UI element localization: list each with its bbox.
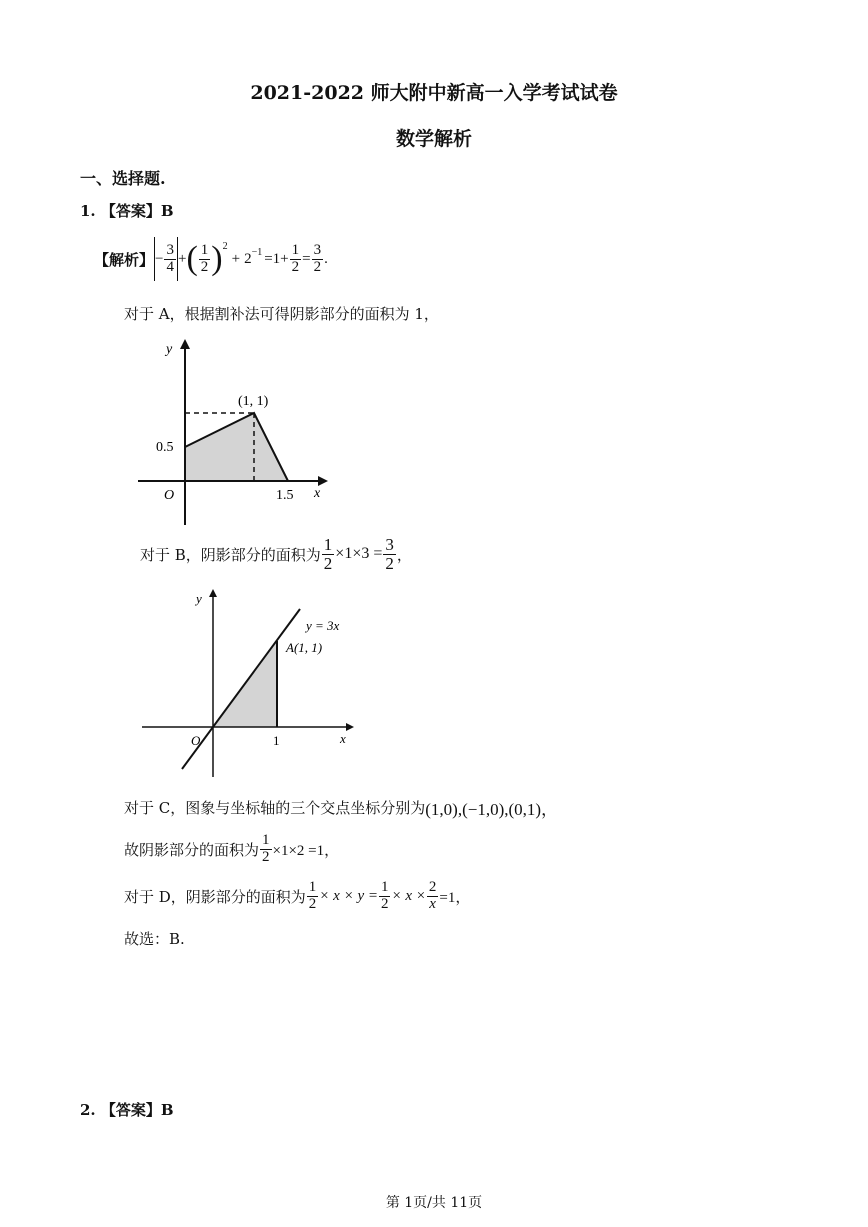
exponent-2: 2 [222,241,228,252]
fraction-1-2: $\frac{1}{2}$ [200,241,209,275]
q2-answer: 2. 【答案】B [80,1101,174,1119]
y-label: y [196,591,202,606]
fraction-3-4: $\frac{3}{4}$ [166,241,174,275]
analysis-label: 【解析】 [94,250,155,269]
fraction-1-2-c: $\frac{1}{2}$ [323,535,333,573]
plus-sign-2: + [231,250,241,267]
origin-label: O [191,733,201,748]
line-c-text: 对于 C，图象与坐标轴的三个交点坐标分别为 [124,799,426,817]
section-heading: 一、选择题. [80,169,166,188]
x-label: x [314,486,321,501]
q1-line-b [140,536,412,573]
shaded-region [185,413,288,481]
base-2: 2 [244,250,252,267]
fraction-1-2-e: $\frac{1}{2}$ [308,879,317,912]
plus-sign: + [177,250,187,267]
q1-answer: 1. 【答案】B [80,202,174,220]
q1-line-c2 [124,833,339,866]
figure-a-graph [130,335,340,535]
line-b-end: ， [396,547,412,564]
paren-right: ) [211,240,223,277]
line-c-points: (1,0),(−1,0),(0,1)， [425,800,559,819]
page-subtitle: 数学解析 [395,128,472,150]
fraction-3-2-b: $\frac{3}{2}$ [385,535,394,573]
fraction-1-2-d: $\frac{1}{2}$ [262,832,270,865]
paren-left: ( [186,240,198,277]
tick-label-1: 1 [273,733,280,748]
fraction-1-2-b: $\frac{1}{2}$ [291,241,300,275]
figure-b-graph [140,585,370,780]
line-d-mid1: × x × y = [319,887,378,904]
q1-choose: 故选：B. [124,930,185,948]
line-d-prefix: 对于 D，阴影部分的面积为 [124,887,306,906]
page-title: 2021-2022 师大附中新高一入学考试试卷 [250,82,618,104]
q1-analysis-expression [94,234,328,284]
point-label: (1, 1) [238,394,269,409]
fraction-2-x: $\frac{2}{x}$ [428,879,437,912]
line-c2-prefix: 故阴影部分的面积为 [124,840,260,859]
line-c2-mid: ×1×2 =1， [272,842,340,859]
equals-sign: = [302,250,311,267]
neg-sign: − [155,250,164,267]
line-label: y = 3x [306,618,340,633]
x-axis-arrow [346,723,354,731]
line-b-mid: ×1×3 = [335,545,383,563]
x-axis-arrow [318,476,328,486]
y-label: y [166,342,173,357]
q1-line-c [124,795,558,820]
line-d-mid2: × x × [391,887,426,904]
fraction-1-2-f: $\frac{1}{2}$ [380,879,389,912]
origin-label: O [164,488,175,503]
equals-one-plus: =1+ [264,250,289,267]
period: . [324,250,328,267]
q1-line-d [124,880,470,913]
point-label-a: A(1, 1) [286,640,323,655]
line-b-prefix: 对于 B，阴影部分的面积为 [140,545,321,564]
y-axis-arrow [209,589,217,597]
fraction-3-2: $\frac{3}{2}$ [313,241,322,275]
line-d-end: =1， [439,889,471,906]
q1-line-a: 对于 A，根据割补法可得阴影部分的面积为 1， [124,305,439,323]
x-label: x [340,731,346,746]
tick-label-1-5: 1.5 [276,488,294,503]
y-axis-arrow [180,339,190,349]
page-footer: 第 1页/共 11页 [385,1195,483,1211]
exponent-neg1: −1 [251,247,263,258]
tick-label-0-5: 0.5 [156,440,174,455]
